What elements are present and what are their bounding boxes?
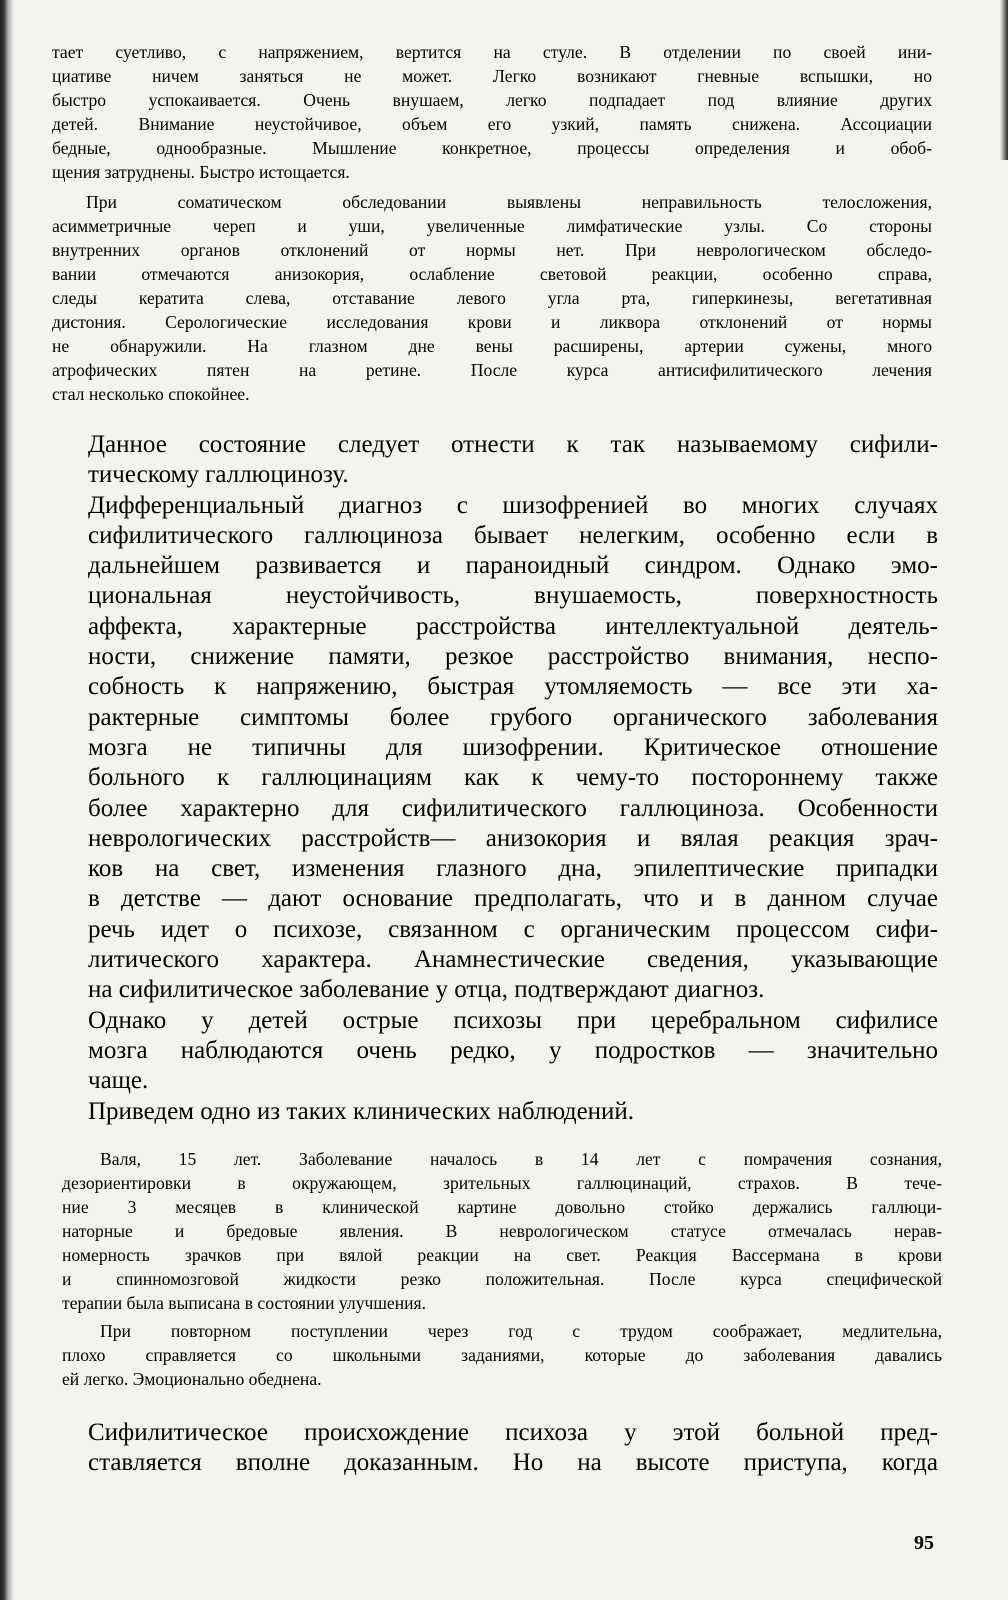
text-line: Приведем одно из таких клинических наблюдений. (88, 1097, 635, 1125)
text-line: вании отмечаются анизокория, ослабление световой реакции, особенно справа, (52, 264, 932, 284)
case-paragraph-1 (52, 40, 932, 184)
text-line: быстро успокаивается. Очень внушаем, легко подпадает под влияние других (52, 90, 932, 110)
text-line: тает суетливо, с напряжением, вертится на стуле. В отделении по своей ини- (52, 42, 932, 62)
text-line: литического характера. Анамнестические сведения, указывающие (88, 946, 938, 974)
text-line: Сифилитическое происхождение психоза у этой больной пред- (88, 1419, 938, 1446)
text-line: тическому галлюцинозу. (88, 461, 349, 489)
text-line: наторные и бредовые явления. В неврологическом статусе отмечалась нерав- (62, 1221, 942, 1241)
text-line: мозга не типичны для шизофрении. Критическое отношение (88, 733, 938, 761)
text-line: более характерно для сифилитического галлюциноза. Особенности (88, 794, 938, 822)
text-line: бедные, однообразные. Мышление конкретное, процессы определения и обоб- (52, 138, 932, 158)
scan-edge-right (1000, 0, 1008, 160)
text-line: аффекта, характерные расстройства интеллектуальной деятель- (88, 612, 938, 640)
case-paragraph-2 (52, 190, 932, 406)
text-line: Дифференциальный диагноз с шизофренией во многих случаях (88, 491, 938, 519)
body-paragraph-3 (88, 1006, 938, 1097)
text-line: рактерные симптомы более грубого органического заболевания (88, 703, 938, 731)
text-line: и спинномозговой жидкости резко положительная. После курса специфической (62, 1269, 942, 1289)
text-line: номерность зрачков при вялой реакции на свет. Реакция Вассермана в крови (62, 1245, 942, 1265)
text-line: ние 3 месяцев в клинической картине довольно стойко держались галлюци- (62, 1197, 942, 1217)
text-line: ей легко. Эмоционально обеднена. (62, 1369, 322, 1389)
text-line: речь идет о психозе, связанном с органическим процессом сифи- (88, 915, 938, 943)
main-text-block (88, 430, 938, 1127)
scan-edge-left (0, 0, 14, 1600)
case-valya-paragraph-2 (62, 1319, 942, 1391)
text-line: плохо справляется со школьными заданиями, которые до заболевания давались (62, 1345, 942, 1365)
text-line: Валя, 15 лет. Заболевание началось в 14 лет с помрачения сознания, (100, 1149, 942, 1169)
text-line: атрофических пятен на ретине. После курса антисифилитического лечения (52, 360, 932, 380)
text-line: чаще. (88, 1067, 149, 1095)
text-line: ности, снижение памяти, резкое расстройство внимания, неспо- (88, 643, 938, 671)
text-line: циональная неустойчивость, внушаемость, поверхностность (88, 582, 938, 610)
text-line: дезориентировки в окружающем, зрительных галлюцинаций, страхов. В тече- (62, 1173, 942, 1193)
text-line: Данное состояние следует отнести к так называемому сифили- (88, 431, 938, 458)
text-line: внутренних органов отклонений от нормы нет. При неврологическом обследо- (52, 240, 932, 260)
body-paragraph-2 (88, 491, 938, 1006)
text-line: Однако у детей острые психозы при церебральном сифилисе (88, 1006, 938, 1034)
text-line: не обнаружили. На глазном дне вены расширены, артерии сужены, много (52, 336, 932, 356)
body-paragraph-5 (88, 1418, 938, 1479)
text-line: больного к галлюцинациям как к чему-то постороннему также (88, 764, 938, 792)
case-valya-block (62, 1147, 942, 1391)
case-valya-paragraph-1 (62, 1147, 942, 1315)
text-line: ков на свет, изменения глазного дна, эпилептические припадки (88, 855, 938, 883)
text-line: мозга наблюдаются очень редко, у подростков — значительно (88, 1036, 938, 1064)
text-line: стал несколько спокойнее. (52, 384, 250, 404)
text-line: При повторном поступлении через год с трудом соображает, медлительна, (100, 1321, 942, 1341)
text-line: дистония. Серологические исследования крови и ликвора отклонений от нормы (52, 312, 932, 332)
text-line: неврологических расстройств— анизокория и вялая реакция зрач- (88, 824, 938, 852)
body-paragraph-1 (88, 430, 938, 491)
text-line: дальнейшем развивается и параноидный синдром. Однако эмо- (88, 552, 938, 580)
text-line: в детстве — дают основание предполагать, что и в данном случае (88, 885, 938, 913)
case-description-block (52, 40, 932, 406)
text-line: асимметричные череп и уши, увеличенные лимфатические узлы. Со стороны (52, 216, 932, 236)
page-number: 95 (914, 1532, 934, 1554)
body-paragraph-4 (88, 1097, 938, 1127)
text-line: на сифилитическое заболевание у отца, подтверждают диагноз. (88, 976, 765, 1004)
text-line: ставляется вполне доказанным. Но на высоте приступа, когда (88, 1449, 938, 1477)
text-line: собность к напряжению, быстрая утомляемость — все эти ха- (88, 673, 938, 701)
text-line: детей. Внимание неустойчивое, объем его узкий, память снижена. Ассоциации (52, 114, 932, 134)
text-line: следы кератита слева, отставание левого угла рта, гиперкинезы, вегетативная (52, 288, 932, 308)
text-line: терапии была выписана в состоянии улучшения. (62, 1293, 427, 1313)
text-line: При соматическом обследовании выявлены неправильность телосложения, (86, 192, 932, 212)
main-text-continuation (88, 1418, 938, 1479)
text-line: сифилитического галлюциноза бывает нелегким, особенно если в (88, 521, 938, 549)
text-line: щения затруднены. Быстро истощается. (52, 162, 350, 182)
text-line: циативе ничем заняться не может. Легко возникают гневные вспышки, но (52, 66, 932, 86)
